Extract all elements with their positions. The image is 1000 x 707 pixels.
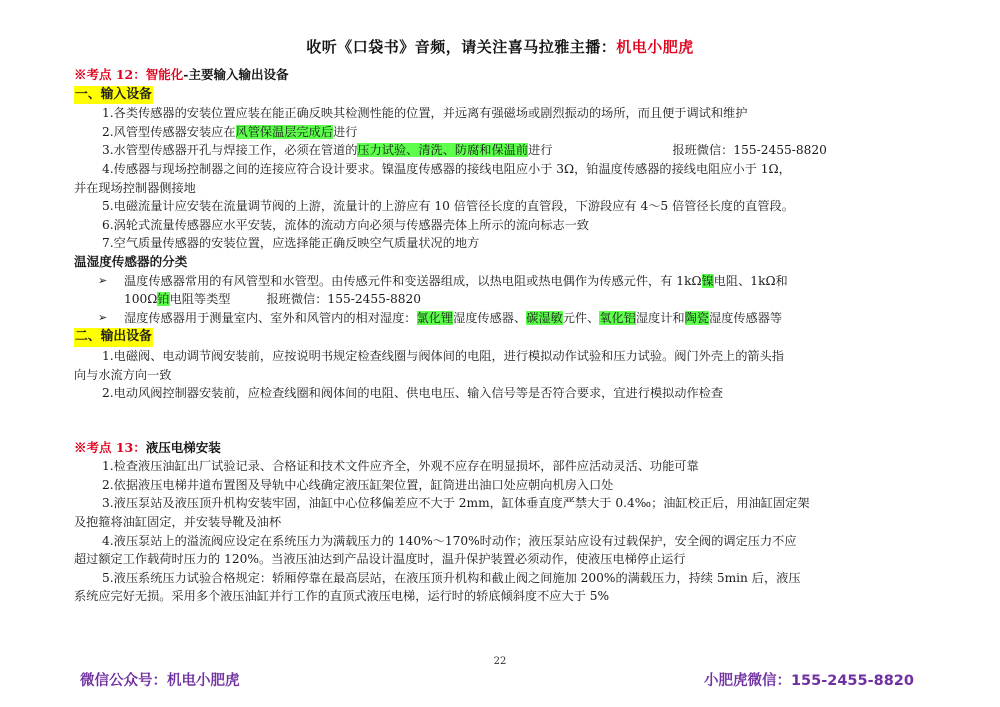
input-item-4b: 并在现场控制器侧接地 [74, 180, 196, 195]
kp12-label: ※考点 12： [74, 67, 146, 82]
input-item-3-a: 3.水管型传感器开孔与焊接工作，必须在管道的 [102, 143, 358, 158]
temp-bullet-1-contact: 报班微信：155-2455-8820 [266, 292, 421, 307]
input-item-4a: 4.传感器与现场控制器之间的连接应符合设计要求。镍温度传感器的接线电阻应小于 3Ω，铂温度传感器的接线电阻应小于 1Ω， [102, 161, 791, 176]
kp13-title: 液压电梯安装 [145, 439, 221, 455]
hydraulic-item-4b: 超过额定工作载荷时压力的 120%。当液压油达到产品设计温度时，温升保护装置必须动作，使液压电梯停止运行 [74, 552, 686, 567]
input-item-2-highlight: 风管保温层完成后 [235, 124, 334, 139]
main-content [74, 66, 934, 606]
temp-bullet-1-highlight-nickel: 镍 [701, 273, 714, 288]
section-input-devices: 一、输入设备 [74, 86, 153, 105]
temp-bullet-1-highlight-platinum: 铂 [157, 292, 170, 307]
header-prefix: 收听《口袋书》音频，请关注喜马拉雅主播： [306, 38, 617, 56]
kp13-heading [74, 439, 934, 458]
footer-wechat-account: 微信公众号：机电小肥虎 [80, 673, 240, 689]
temp-bullet-2-d: 湿度计和 [635, 310, 685, 325]
page-number: 22 [493, 656, 507, 667]
temp-bullet-1-cont [74, 290, 934, 309]
input-item-2-a: 2.风管型传感器安装应在 [102, 124, 236, 139]
input-item-3-b: 进行 [528, 143, 553, 158]
temp-bullet-2-a: 湿度传感器用于测量室内、室外和风管内的相对湿度： [124, 310, 417, 325]
arrow-bullet-icon: ➢ [98, 310, 108, 324]
input-item-6: 6.涡轮式流量传感器应水平安装，流体的流动方向必须与传感器壳体上所示的流向标志一致 [102, 217, 589, 232]
output-item-1a: 1.电磁阀、电动调节阀安装前，应按说明书规定检查线圈与阀体间的电阻，进行模拟动作试验和压力试验。阀门外壳上的箭头指 [102, 348, 784, 363]
hydraulic-item-2: 2.依据液压电梯井道布置图及导轨中心线确定液压缸架位置，缸筒进出油口处应朝向机房入口处 [102, 477, 614, 492]
output-item-2: 2.电动风阀控制器安装前，应检查线圈和阀体间的电阻、供电电压、输入信号等是否符合要求，宜进行模拟动作检查 [102, 386, 724, 401]
input-item-7: 7.空气质量传感器的安装位置，应选择能正确反映空气质量状况的地方 [102, 236, 480, 251]
kp13-label: ※考点 13： [74, 439, 146, 455]
temp-bullet-2-c: 元件、 [562, 310, 600, 325]
input-item-2-b: 进行 [333, 124, 358, 139]
footer-wechat-contact: 小肥虎微信：155-2455-8820 [703, 673, 914, 689]
temp-bullet-1 [74, 272, 934, 291]
kp12-title-a: 智能化 [145, 67, 184, 82]
temp-bullet-1-c: 100Ω [124, 292, 158, 307]
temp-bullet-2 [74, 309, 934, 328]
kp12-title-b: -主要输入输出设备 [183, 67, 289, 82]
hydraulic-item-4a: 4.液压泵站上的溢流阀应设定在系统压力为满载压力的 140%～170%时动作；液压泵站应设有过载保护，安全阀的调定压力不应 [102, 533, 797, 548]
temp-bullet-2-highlight-3: 氧化铝 [599, 310, 636, 325]
input-item-3-highlight: 压力试验、清洗、防腐和保温前 [357, 143, 529, 158]
input-item-3 [74, 141, 934, 160]
temp-bullet-2-highlight-2: 碳湿敏 [526, 310, 563, 325]
header-host-name: 机电小肥虎 [616, 38, 694, 56]
kp12-heading [74, 66, 934, 85]
arrow-bullet-icon: ➢ [98, 273, 108, 287]
hydraulic-item-1: 1.检查液压油缸出厂试验记录、合格证和技术文件应齐全，外观不应存在明显损坏，部件应活动灵活、功能可靠 [102, 459, 699, 474]
temp-humidity-heading: 温湿度传感器的分类 [74, 253, 188, 269]
hydraulic-item-3b: 及抱箍将油缸固定，并安装导靴及油杯 [74, 515, 282, 530]
input-item-5: 5.电磁流量计应安装在流量调节阀的上游，流量计的上游应有 10 倍管径长度的直管段，下游段应有 4～5 倍管径长度的直管段。 [102, 199, 794, 214]
input-item-2 [74, 123, 934, 142]
hydraulic-item-5b: 系统应完好无损。采用多个液压油缸并行工作的直顶式液压电梯，运行时的轿底倾斜度不应大于 5% [74, 589, 610, 604]
input-item-1: 1.各类传感器的安装位置应装在能正确反映其检测性能的位置，并远离有强磁场或剧烈振动的场所，而且便于调试和维护 [102, 106, 748, 121]
temp-bullet-1-b: 电阻、1kΩ和 [713, 273, 788, 288]
page-header [0, 36, 1000, 57]
hydraulic-item-5a: 5.液压系统压力试验合格规定：轿厢停靠在最高层站，在液压顶升机构和截止阀之间施加 200%的满载压力，持续 5min 后，液压 [102, 570, 801, 585]
temp-bullet-1-a: 温度传感器常用的有风管型和水管型。由传感元件和变送器组成，以热电阻或热电偶作为传感元件，有 1kΩ [124, 273, 702, 288]
temp-bullet-1-d: 电阻等类型 [169, 292, 231, 307]
temp-bullet-2-highlight-1: 氯化锂 [416, 310, 454, 325]
temp-bullet-2-e: 湿度传感器等 [709, 310, 783, 325]
temp-bullet-2-b: 湿度传感器、 [453, 310, 527, 325]
input-item-3-contact: 报班微信：155-2455-8820 [672, 143, 827, 158]
hydraulic-item-3a: 3.液压泵站及液压顶升机构安装牢固，油缸中心位移偏差应不大于 2mm，缸体垂直度严禁大于 0.4‰；油缸校正后，用油缸固定架 [102, 496, 810, 511]
temp-bullet-2-highlight-4: 陶瓷 [684, 310, 709, 325]
section-output-devices: 二、输出设备 [74, 328, 153, 347]
output-item-1b: 向与水流方向一致 [74, 367, 172, 382]
